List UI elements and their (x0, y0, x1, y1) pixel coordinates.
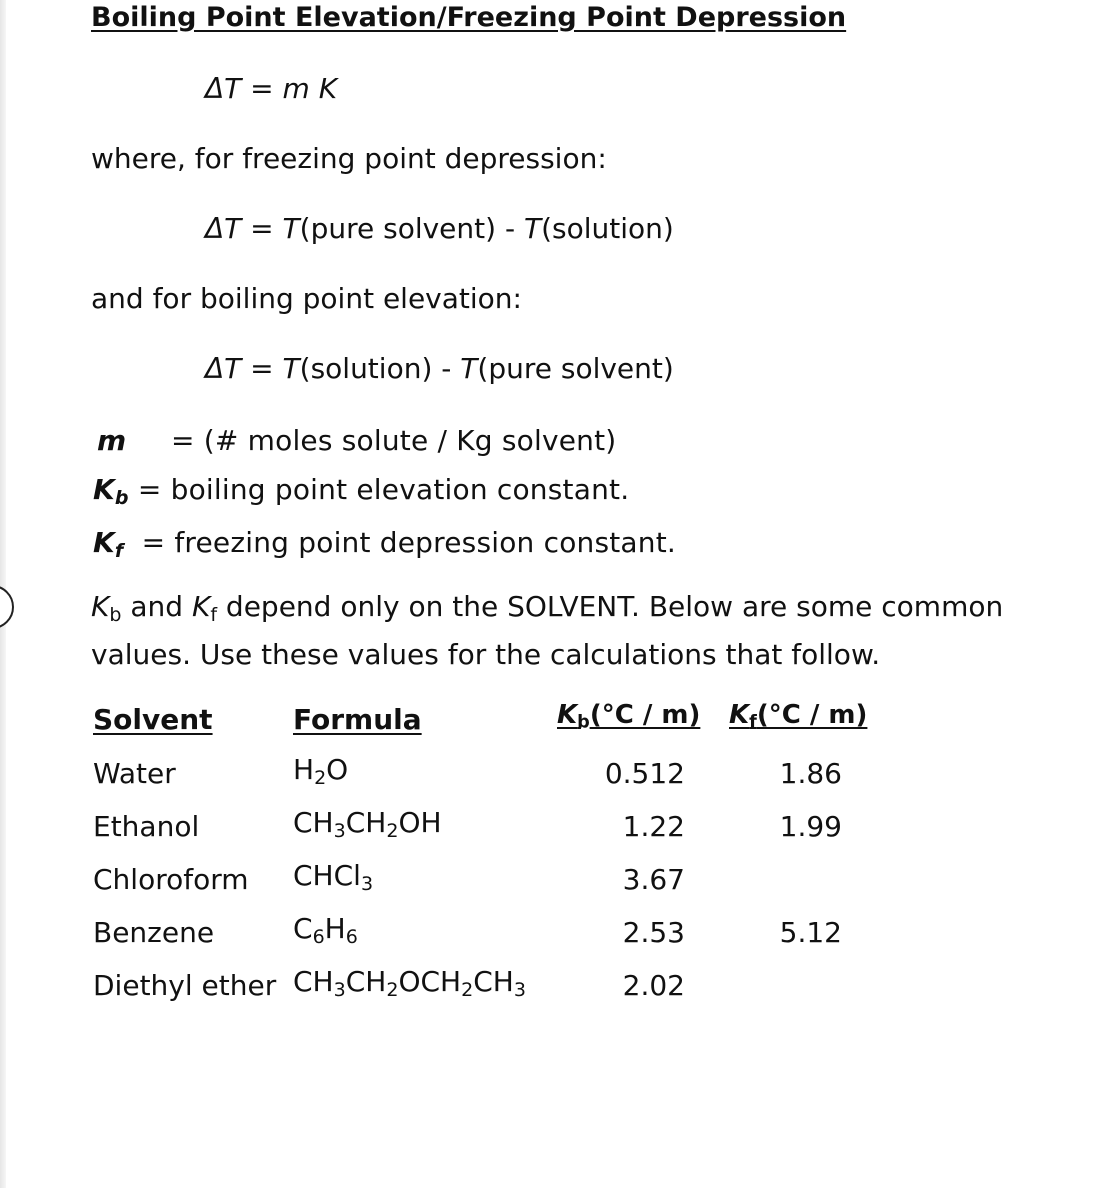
fpd-t1: T (282, 212, 300, 245)
cell-formula: $CH_3CH_2OH$ (293, 806, 442, 842)
header-kb: $K_b(^\circ C / m)$ (557, 700, 701, 733)
page-title: Boiling Point Elevation/Freezing Point Depression (91, 2, 847, 33)
definition-kb (93, 473, 630, 509)
cell-kb: 1.22 (622, 810, 685, 843)
m-symbol: m (97, 424, 127, 457)
fpd-p1: (pure solvent) - (299, 212, 524, 245)
cell-kf: 1.86 (779, 757, 842, 790)
cell-solvent: Benzene (93, 916, 215, 949)
cell-formula: $CH_3CH_2OCH_2CH_3$ (293, 965, 526, 1001)
definition-m (97, 424, 616, 457)
fpd-equation (205, 212, 674, 245)
m-definition: = (# moles solute / Kg solvent) (171, 424, 617, 457)
main-equation-rhs: = m K (250, 72, 338, 105)
fpd-eq: = (241, 212, 283, 245)
kb-definition: = boiling point elevation constant. (137, 473, 630, 506)
header-kf: $K_f(^\circ C / m)$ (729, 700, 868, 733)
cell-formula: $C_6H_6$ (293, 912, 358, 948)
bpe-equation (205, 352, 674, 385)
fpd-p2: (solution) (541, 212, 674, 245)
fpd-t2: T (523, 212, 542, 245)
cell-solvent: Ethanol (93, 810, 200, 843)
cell-solvent: Chloroform (93, 863, 249, 896)
bpe-p2: (pure solvent) (477, 352, 674, 385)
fpd-delta: ΔT (205, 212, 242, 245)
header-solvent: Solvent (93, 703, 213, 736)
bpe-t2: T (460, 352, 478, 385)
bpe-t1: T (282, 352, 300, 385)
header-formula: Formula (293, 703, 422, 736)
cell-formula: CHCl$_3$ (293, 859, 374, 895)
kf-symbol: $K_f$ (93, 526, 124, 562)
kf-definition: = freezing point depression constant. (141, 526, 677, 559)
scroll-handle[interactable] (0, 585, 14, 629)
cell-kb: 2.02 (622, 969, 685, 1002)
bpe-p1: (solution) - (299, 352, 461, 385)
cell-kf: 5.12 (779, 916, 842, 949)
cell-kb: 0.512 (604, 757, 685, 790)
note-line-2: values. Use these values for the calculations that follow. (91, 638, 881, 671)
main-equation (205, 72, 337, 105)
bpe-delta: ΔT (205, 352, 242, 385)
bpe-label: and for boiling point elevation: (91, 282, 522, 315)
cell-kf: 1.99 (779, 810, 842, 843)
note-line-1: $K_b$ and $K_f$ depend only on the SOLVENT. Below are some common (91, 590, 1004, 626)
fpd-label: where, for freezing point depression: (91, 142, 607, 175)
cell-formula: $H_2O$ (293, 753, 349, 789)
delta-t: ΔT (205, 72, 242, 105)
bpe-eq: = (241, 352, 283, 385)
definition-kf (93, 526, 677, 562)
cell-kb: 3.67 (622, 863, 685, 896)
cell-solvent: Water (93, 757, 176, 790)
cell-kb: 2.53 (622, 916, 685, 949)
kb-symbol: $K_b$ (93, 473, 129, 509)
cell-solvent: Diethyl ether (93, 969, 277, 1002)
